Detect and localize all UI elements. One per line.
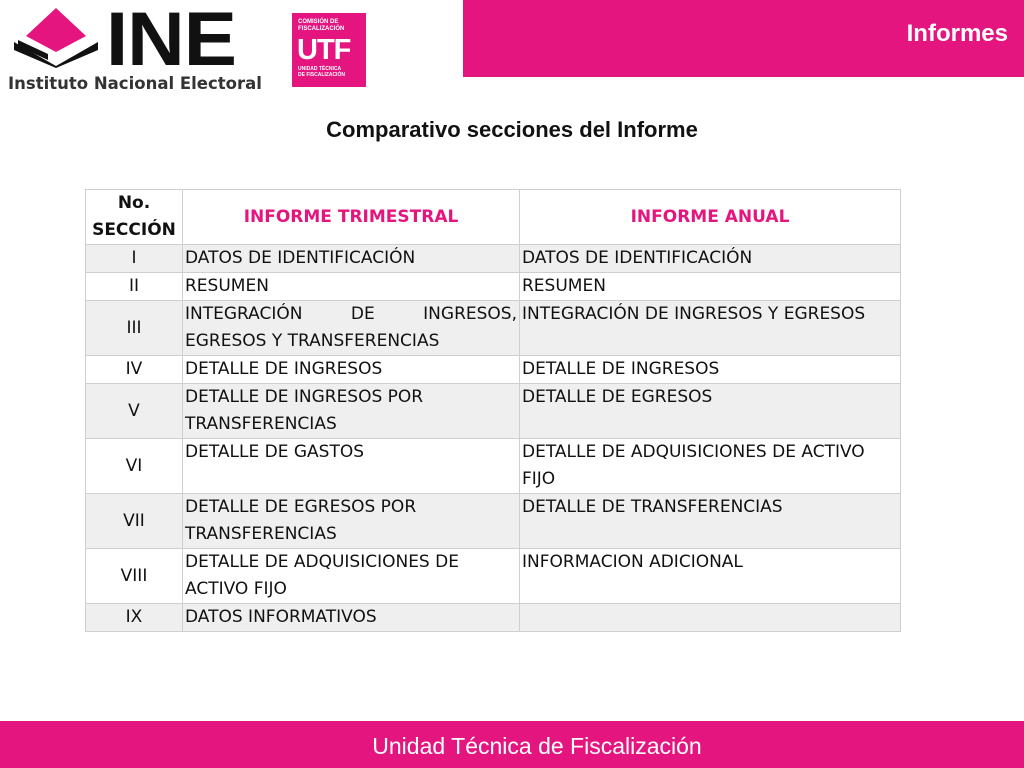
trimestral-cell: DATOS DE IDENTIFICACIÓN <box>183 245 520 273</box>
row-number: I <box>86 245 183 273</box>
anual-cell: RESUMEN <box>520 273 901 301</box>
row-number: II <box>86 273 183 301</box>
footer-bar <box>0 721 1024 768</box>
row-number: V <box>86 384 183 439</box>
row-number: IX <box>86 604 183 632</box>
ine-logo-caption: Instituto Nacional Electoral <box>8 74 262 93</box>
trimestral-cell: RESUMEN <box>183 273 520 301</box>
row-number: VI <box>86 439 183 494</box>
table-row <box>86 604 901 632</box>
footer-text: Unidad Técnica de Fiscalización <box>372 733 702 759</box>
ine-logo-text: INE <box>106 0 236 82</box>
anual-cell: DATOS DE IDENTIFICACIÓN <box>520 245 901 273</box>
table-header-row <box>86 190 901 245</box>
header-no-seccion: No. SECCIÓN <box>86 190 183 245</box>
trimestral-cell: DETALLE DE EGRESOS POR TRANSFERENCIAS <box>183 494 520 549</box>
table-row <box>86 245 901 273</box>
utf-logo <box>292 13 366 87</box>
trimestral-cell: DETALLE DE INGRESOS <box>183 356 520 384</box>
anual-cell: DETALLE DE EGRESOS <box>520 384 901 439</box>
anual-cell: INTEGRACIÓN DE INGRESOS Y EGRESOS <box>520 301 901 356</box>
trimestral-cell: DETALLE DE GASTOS <box>183 439 520 494</box>
trimestral-cell: DATOS INFORMATIVOS <box>183 604 520 632</box>
utf-logo-top-text: COMISIÓN DE FISCALIZACIÓN <box>298 19 345 32</box>
row-number: VII <box>86 494 183 549</box>
table-row <box>86 384 901 439</box>
table-row <box>86 549 901 604</box>
anual-cell: DETALLE DE ADQUISICIONES DE ACTIVO FIJO <box>520 439 901 494</box>
trimestral-cell: INTEGRACIÓN DE INGRESOS, EGRESOS Y TRANSFERENCIAS <box>183 301 520 356</box>
trimestral-cell: DETALLE DE ADQUISICIONES DE ACTIVO FIJO <box>183 549 520 604</box>
utf-logo-main-text: UTF <box>297 34 351 66</box>
row-number: III <box>86 301 183 356</box>
row-number: IV <box>86 356 183 384</box>
ine-ballot-box-icon <box>8 6 104 68</box>
anual-cell: DETALLE DE TRANSFERENCIAS <box>520 494 901 549</box>
table-row <box>86 301 901 356</box>
ine-logo <box>4 2 292 94</box>
page-title: Comparativo secciones del Informe <box>326 117 698 142</box>
utf-logo-bottom-text: UNIDAD TÉCNICA DE FISCALIZACIÓN <box>298 66 345 78</box>
table-row <box>86 273 901 301</box>
table-row <box>86 494 901 549</box>
table-row <box>86 439 901 494</box>
anual-cell: INFORMACION ADICIONAL <box>520 549 901 604</box>
table-row <box>86 356 901 384</box>
header-bar <box>463 0 1024 77</box>
row-number: VIII <box>86 549 183 604</box>
anual-cell <box>520 604 901 632</box>
section-title: Informes <box>906 20 1008 47</box>
anual-cell: DETALLE DE INGRESOS <box>520 356 901 384</box>
comparison-table <box>85 189 901 632</box>
header-informe-anual: INFORME ANUAL <box>520 190 901 245</box>
trimestral-cell: DETALLE DE INGRESOS POR TRANSFERENCIAS <box>183 384 520 439</box>
header-informe-trimestral: INFORME TRIMESTRAL <box>183 190 520 245</box>
